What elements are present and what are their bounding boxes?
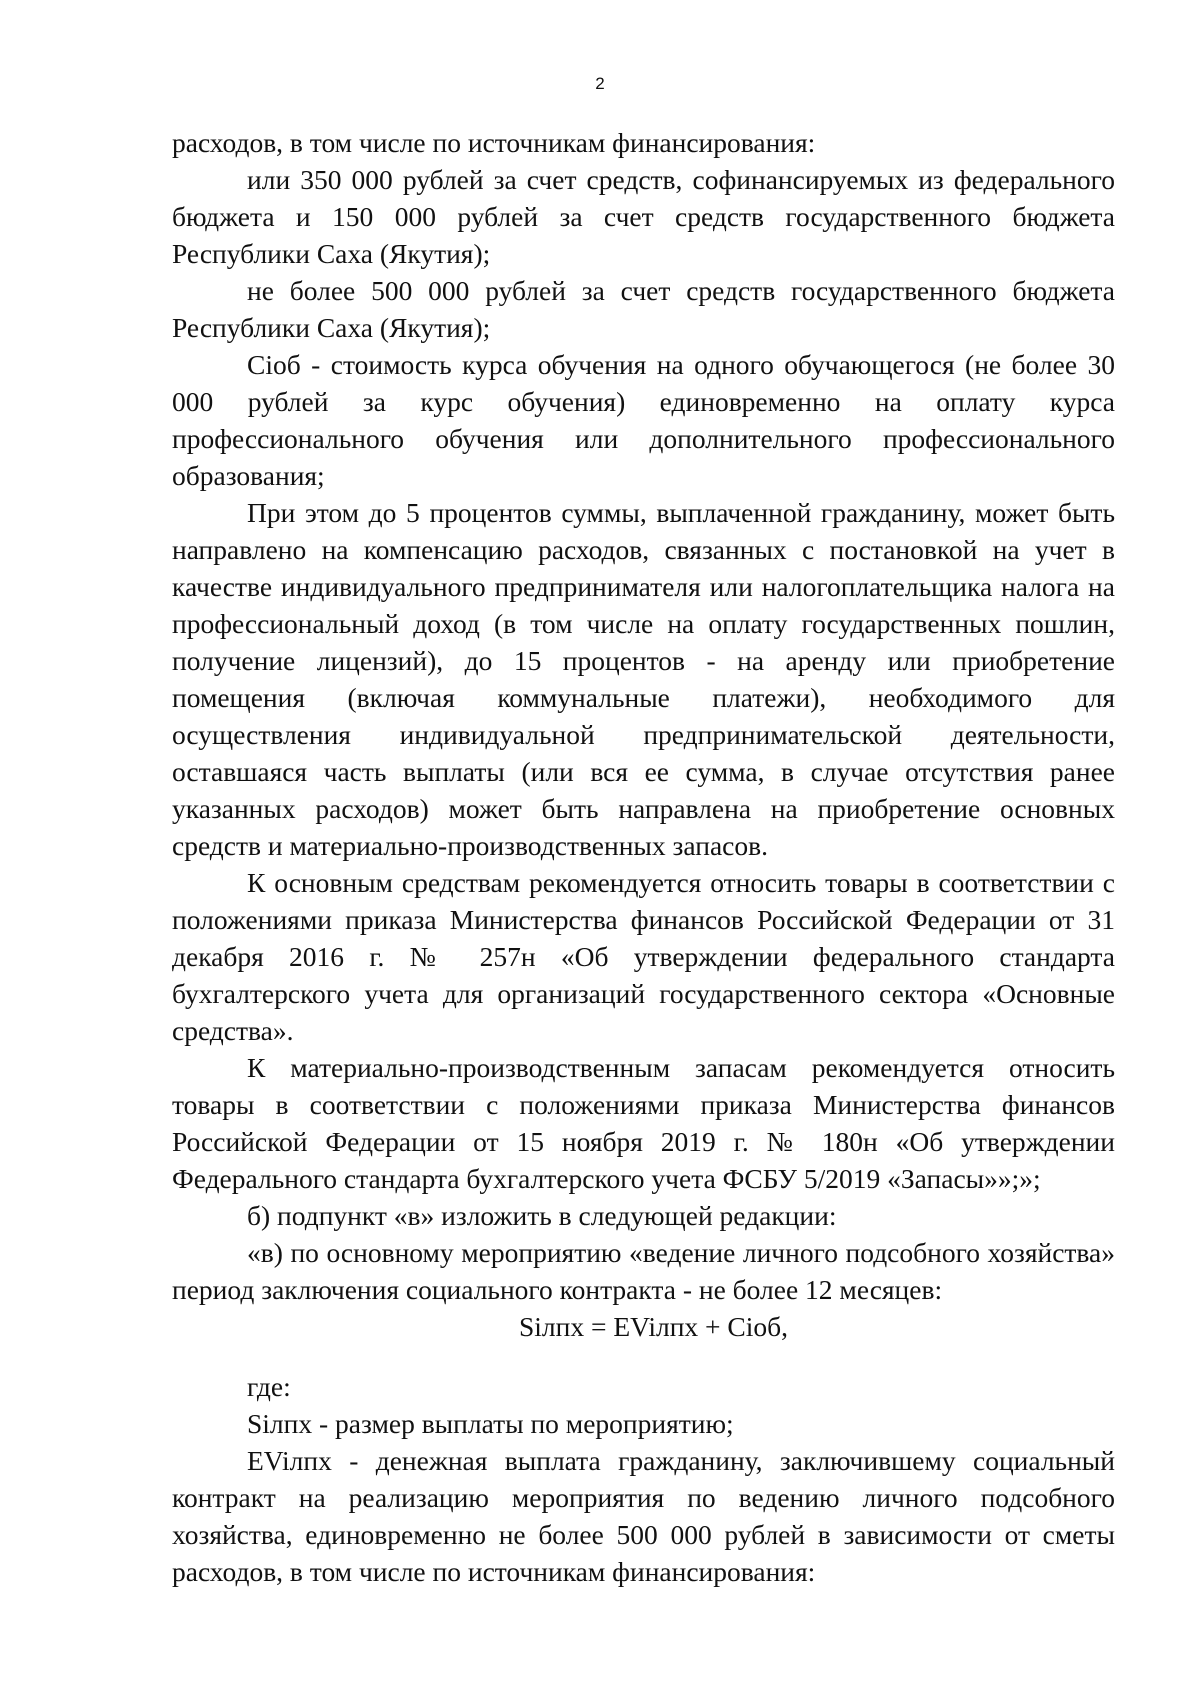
paragraph-siлпх-definition: Siлпх - размер выплаты по мероприятию;	[247, 1408, 734, 1439]
formula: Siлпх = EViлпх + Ciоб,	[518, 1311, 789, 1342]
paragraph-payment-allocation: При этом до 5 процентов суммы, выплаченной гражданину, может быть направлено на компенсацию расходов, связанных с постановкой на учет в качестве индивидуального предпринимателя или налогоплательщика налога на профессиональный доход (в том числе на оплату государственных пошлин, получение лицензий), до 15 процентов - на аренду или приобретение помещения (включая коммунальные платежи), необходимого для осуществления индивидуальной предпринимательской деятельности, оставшаяся часть выплаты (или вся ее сумма, в случае отсутствия ранее указанных расходов) может быть направлена на приобретение основных средств и материально-производственных запасов.	[172, 497, 1115, 861]
paragraph-continuation: расходов, в том числе по источникам финансирования:	[172, 127, 816, 158]
paragraph-where: где:	[247, 1371, 291, 1402]
paragraph-federal-funding: или 350 000 рублей за счет средств, софинансируемых из федерального бюджета и 150 000 рублей за счет средств государственного бюджета Республики Саха (Якутия);	[172, 164, 1115, 269]
paragraph-state-funding: не более 500 000 рублей за счет средств государственного бюджета Республики Саха (Якутия);	[172, 275, 1115, 343]
paragraph-fixed-assets: К основным средствам рекомендуется относить товары в соответствии с положениями приказа Министерства финансов Российской Федерации от 31 декабря 2016 г. № 257н «Об утверждении федерального стандарта бухгалтерского учета для организаций государственного сектора «Основные средства».	[172, 867, 1115, 1046]
paragraph-evilpx-definition: EViлпх - денежная выплата гражданину, заключившему социальный контракт на реализацию мероприятия по ведению личного подсобного хозяйства, единовременно не более 500 000 рублей в зависимости от сметы расходов, в том числе по источникам финансирования:	[172, 1445, 1115, 1587]
paragraph-inventories: К материально-производственным запасам рекомендуется относить товары в соответствии с положениями приказа Министерства финансов Российской Федерации от 15 ноября 2019 г. № 180н «Об утверждении Федерального стандарта бухгалтерского учета ФСБУ 5/2019 «Запасы»»;»;	[172, 1052, 1115, 1194]
paragraph-training-cost: Ciоб - стоимость курса обучения на одного обучающегося (не более 30 000 рублей за курс обучения) единовременно на оплату курса профессионального обучения или дополнительного профессионального образования;	[172, 349, 1115, 491]
page-number: 2	[595, 74, 605, 93]
paragraph-subclause-b: б) подпункт «в» изложить в следующей редакции:	[247, 1200, 837, 1231]
paragraph-subclause-v: «в) по основному мероприятию «ведение личного подсобного хозяйства» период заключения социального контракта - не более 12 месяцев:	[172, 1237, 1115, 1305]
document-body	[172, 124, 1115, 1590]
